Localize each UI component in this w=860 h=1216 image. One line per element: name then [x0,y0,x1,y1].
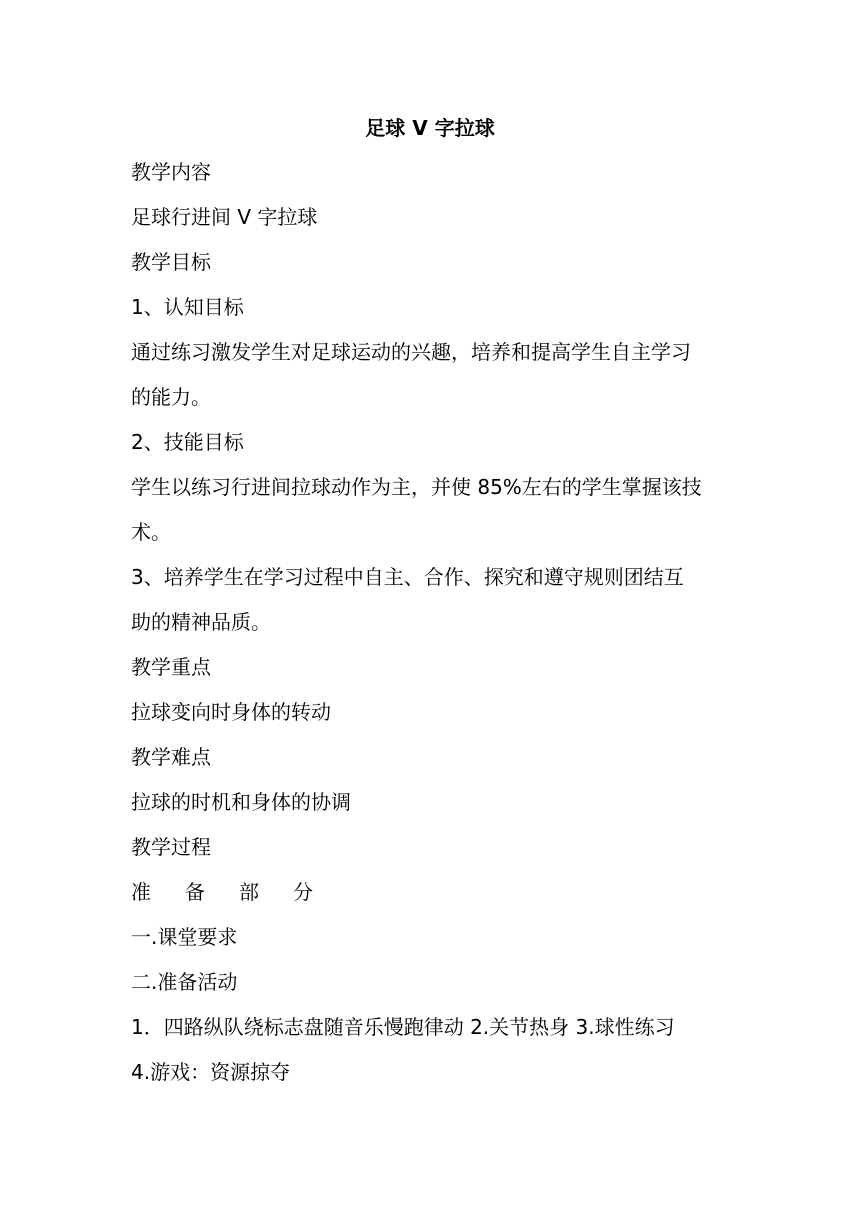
paragraph-line: 3、培养学生在学习过程中自主、合作、探究和遵守规则团结互 [131,565,684,589]
subheading-cognitive-goal: 1、认知目标 [131,295,244,319]
section-label-preparation: 准备部分 [131,880,347,904]
subheading-skill-goal: 2、技能目标 [131,430,244,454]
paragraph-line: 术。 [131,520,171,544]
paragraph-line: 拉球的时机和身体的协调 [131,790,351,814]
paragraph-line: 1．四路纵队绕标志盘随音乐慢跑律动 2.关节热身 3.球性练习 [131,1015,675,1039]
paragraph-line: 通过练习激发学生对足球运动的兴趣，培养和提高学生自主学习 [131,340,691,364]
paragraph-line: 助的精神品质。 [131,610,271,634]
heading-difficulties: 教学难点 [131,745,211,769]
paragraph-line: 的能力。 [131,385,211,409]
paragraph-line: 4.游戏：资源掠夺 [131,1060,291,1084]
list-item: 一.课堂要求 [131,925,238,949]
heading-key-points: 教学重点 [131,655,211,679]
paragraph-line: 拉球变向时身体的转动 [131,700,331,724]
paragraph-line: 学生以练习行进间拉球动作为主，并使 85%左右的学生掌握该技 [131,475,702,499]
document-title: 足球 V 字拉球 [365,116,495,140]
list-item: 二.准备活动 [131,970,238,994]
heading-teaching-process: 教学过程 [131,835,211,859]
paragraph-line: 足球行进间 V 字拉球 [131,205,318,229]
heading-teaching-goals: 教学目标 [131,250,211,274]
heading-teaching-content: 教学内容 [131,160,211,184]
